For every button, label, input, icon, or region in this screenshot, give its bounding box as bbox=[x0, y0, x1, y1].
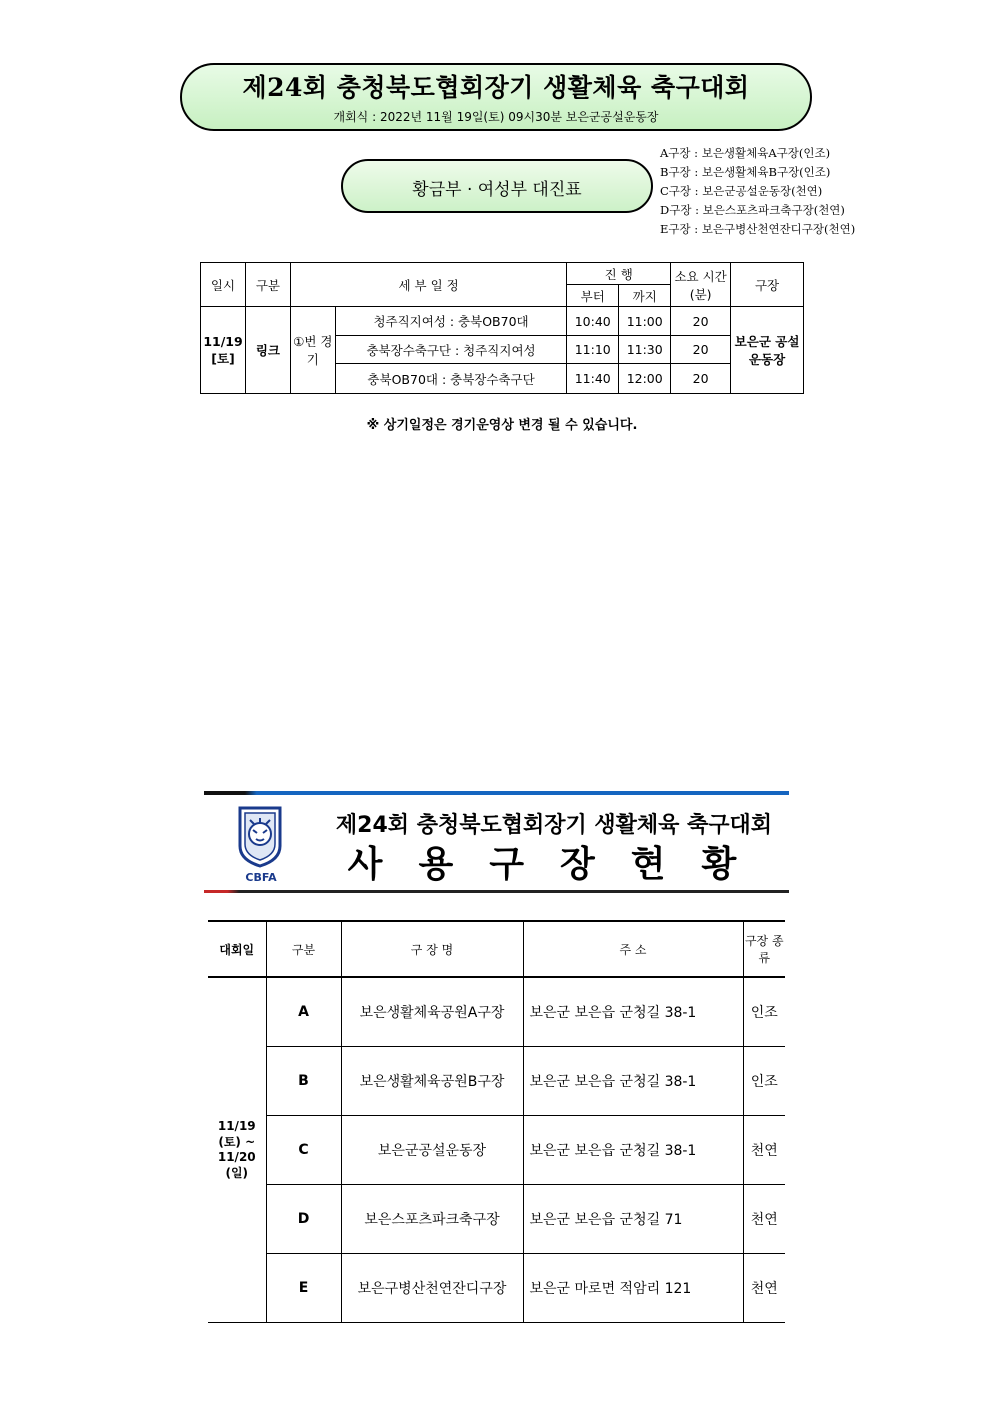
schedule-table bbox=[200, 262, 804, 394]
match-from: 11:10 bbox=[567, 336, 619, 364]
header-date: 일시 bbox=[201, 263, 246, 307]
header-field-type: 구장 종류 bbox=[743, 921, 785, 977]
field-name: 보은스포츠파크축구장 bbox=[341, 1185, 523, 1254]
opening-ceremony-info: 개회식 : 2022년 11월 19일(토) 09시30분 보은군공설운동장 bbox=[333, 110, 659, 124]
header-field-name: 구 장 명 bbox=[341, 921, 523, 977]
match-from: 10:40 bbox=[567, 307, 619, 336]
field-name: 보은생활체육공원A구장 bbox=[341, 977, 523, 1047]
header-event-date: 대회일 bbox=[208, 921, 266, 977]
event-date: 11/19 (토) ~ 11/20 (일) bbox=[208, 977, 266, 1323]
match-duration: 20 bbox=[671, 336, 731, 364]
field-code: C bbox=[266, 1116, 341, 1185]
match-to: 11:30 bbox=[619, 336, 671, 364]
field-address: 보은군 보은읍 군청길 38-1 bbox=[523, 1116, 743, 1185]
field-code: B bbox=[266, 1047, 341, 1116]
venue-legend-item: B구장 : 보은생활체육B구장(인조) bbox=[660, 165, 831, 179]
header-from: 부터 bbox=[567, 285, 619, 307]
field-type: 천연 bbox=[743, 1254, 785, 1323]
division-title: 황금부 · 여성부 대진표 bbox=[412, 180, 582, 200]
field-address: 보은군 마로면 적암리 121 bbox=[523, 1254, 743, 1323]
field-name: 보은생활체육공원B구장 bbox=[341, 1047, 523, 1116]
match-to: 11:00 bbox=[619, 307, 671, 336]
schedule-date: 11/19 [토] bbox=[201, 307, 246, 394]
venue-legend-item: A구장 : 보은생활체육A구장(인조) bbox=[660, 146, 831, 160]
venue-legend-item: C구장 : 보은군공설운동장(천연) bbox=[660, 184, 823, 198]
logo-text: CBFA bbox=[245, 871, 277, 884]
match-to: 12:00 bbox=[619, 364, 671, 394]
match-duration: 20 bbox=[671, 364, 731, 394]
page-title: 제24회 충청북도협회장기 생활체육 축구대회 bbox=[242, 73, 750, 102]
header-category: 구분 bbox=[245, 263, 290, 307]
schedule-notice: ※ 상기일정은 경기운영상 변경 될 수 있습니다. bbox=[366, 418, 638, 433]
field-code: A bbox=[266, 977, 341, 1047]
field-address: 보은군 보은읍 군청길 38-1 bbox=[523, 977, 743, 1047]
match-pairing: 청주직지여성 : 충북OB70대 bbox=[335, 307, 566, 336]
match-duration: 20 bbox=[671, 307, 731, 336]
header-duration: 소요 시간(분) bbox=[671, 263, 731, 307]
field-code: D bbox=[266, 1185, 341, 1254]
section-divider-bottom bbox=[204, 890, 789, 893]
schedule-category: 링크 bbox=[245, 307, 290, 394]
header-field: 구장 bbox=[731, 263, 804, 307]
schedule-round: ①번 경기 bbox=[290, 307, 335, 394]
field-type: 천연 bbox=[743, 1116, 785, 1185]
venue-legend-item: E구장 : 보은구병산천연잔디구장(천연) bbox=[660, 222, 856, 236]
section-title: 제24회 충청북도협회장기 생활체육 축구대회 bbox=[335, 813, 773, 838]
field-type: 천연 bbox=[743, 1185, 785, 1254]
cbfa-shield-icon bbox=[236, 806, 284, 868]
schedule-field: 보은군 공설운동장 bbox=[731, 307, 804, 394]
header-progress: 진 행 bbox=[567, 263, 671, 285]
venue-legend bbox=[660, 144, 855, 239]
field-code: E bbox=[266, 1254, 341, 1323]
venue-legend-item: D구장 : 보은스포츠파크축구장(천연) bbox=[660, 203, 845, 217]
field-name: 보은구병산천연잔디구장 bbox=[341, 1254, 523, 1323]
section-subtitle: 사용구장현황 bbox=[347, 844, 773, 885]
match-pairing: 충북OB70대 : 충북장수축구단 bbox=[335, 364, 566, 394]
header-to: 까지 bbox=[619, 285, 671, 307]
field-type: 인조 bbox=[743, 1047, 785, 1116]
header-detail: 세 부 일 정 bbox=[290, 263, 566, 307]
field-address: 보은군 보은읍 군청길 71 bbox=[523, 1185, 743, 1254]
field-name: 보은군공설운동장 bbox=[341, 1116, 523, 1185]
header-address: 주 소 bbox=[523, 921, 743, 977]
header-category: 구분 bbox=[266, 921, 341, 977]
fields-table bbox=[208, 920, 785, 1323]
field-type: 인조 bbox=[743, 977, 785, 1047]
section-divider-top bbox=[204, 791, 789, 795]
match-from: 11:40 bbox=[567, 364, 619, 394]
field-address: 보은군 보은읍 군청길 38-1 bbox=[523, 1047, 743, 1116]
match-pairing: 충북장수축구단 : 청주직지여성 bbox=[335, 336, 566, 364]
